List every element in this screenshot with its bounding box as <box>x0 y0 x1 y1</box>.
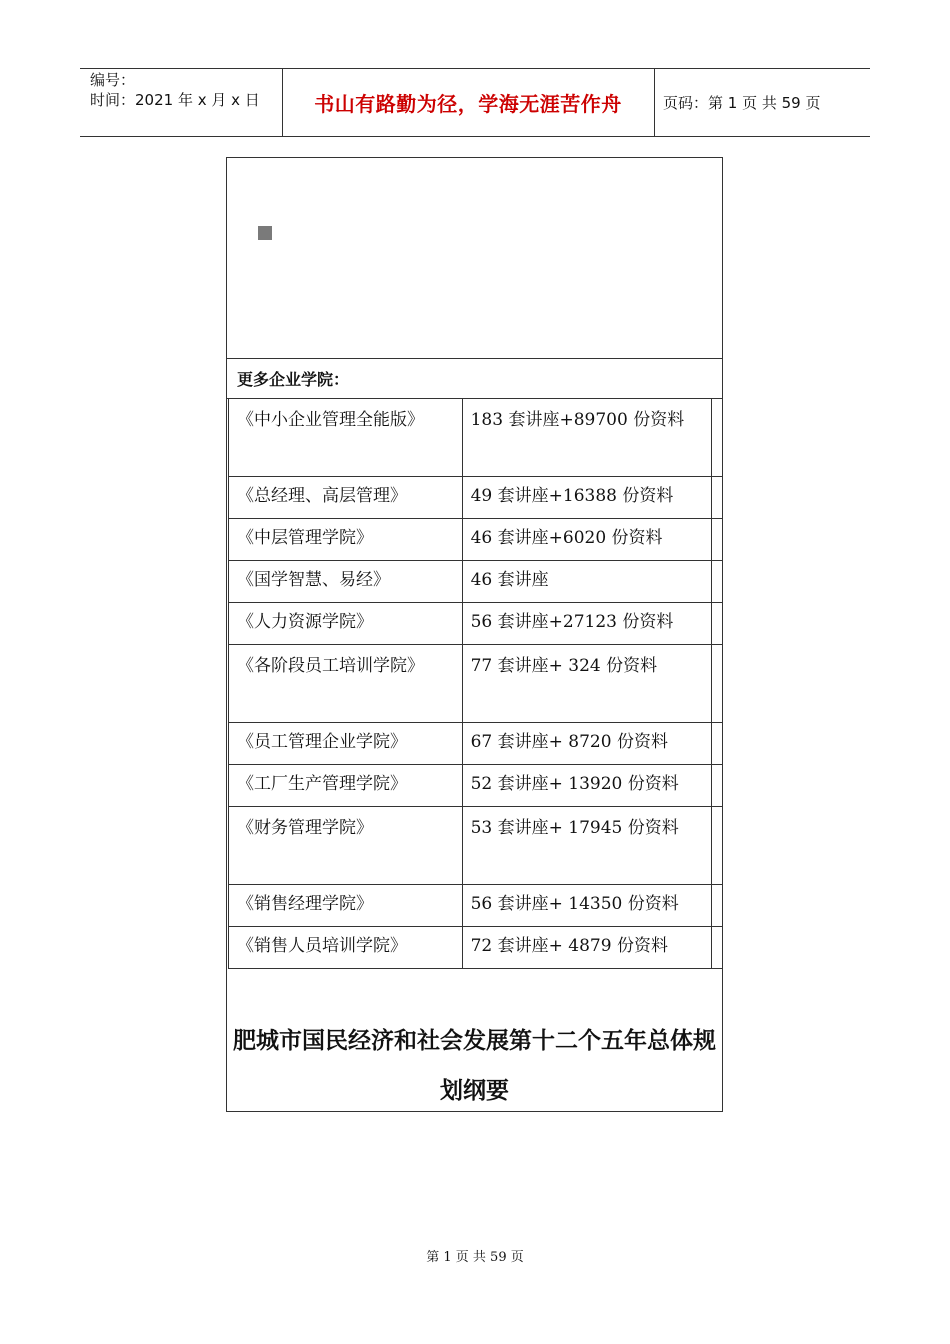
page-info: 页码：第 1 页 共 59 页 <box>663 94 821 112</box>
course-name: 《国学智慧、易经》 <box>229 561 463 603</box>
table-row <box>229 399 723 477</box>
empty-cell <box>711 519 722 561</box>
course-info: 46 套讲座+6020 份资料 <box>462 519 711 561</box>
empty-cell <box>711 645 722 723</box>
course-info: 72 套讲座+ 4879 份资料 <box>462 927 711 969</box>
course-info: 53 套讲座+ 17945 份资料 <box>462 807 711 885</box>
more-label: 更多企业学院： <box>237 370 350 389</box>
header-divider <box>654 68 655 136</box>
course-name: 《中小企业管理全能版》 <box>229 399 463 477</box>
course-name: 《财务管理学院》 <box>229 807 463 885</box>
course-info: 52 套讲座+ 13920 份资料 <box>462 765 711 807</box>
course-table <box>228 398 723 969</box>
course-name: 《员工管理企业学院》 <box>229 723 463 765</box>
header-top-rule <box>80 68 870 69</box>
course-name: 《销售人员培训学院》 <box>229 927 463 969</box>
motto: 书山有路勤为径，学海无涯苦作舟 <box>314 92 622 116</box>
header-bottom-rule <box>80 136 870 137</box>
empty-cell <box>711 885 722 927</box>
course-info: 77 套讲座+ 324 份资料 <box>462 645 711 723</box>
document-title: 肥城市国民经济和社会发展第十二个五年总体规划纲要 <box>233 1028 716 1104</box>
table-row <box>229 927 723 969</box>
empty-cell <box>711 477 722 519</box>
table-row <box>229 645 723 723</box>
empty-cell <box>711 927 722 969</box>
square-bullet-icon <box>258 226 272 240</box>
course-name: 《总经理、高层管理》 <box>229 477 463 519</box>
code-label: 编号： <box>90 71 136 89</box>
more-header-row <box>227 358 722 399</box>
table-row <box>229 477 723 519</box>
table-row <box>229 807 723 885</box>
course-info: 56 套讲座+ 14350 份资料 <box>462 885 711 927</box>
header-meta <box>90 70 260 110</box>
course-name: 《工厂生产管理学院》 <box>229 765 463 807</box>
empty-cell <box>711 723 722 765</box>
empty-cell <box>711 399 722 477</box>
course-name: 《销售经理学院》 <box>229 885 463 927</box>
table-row <box>229 603 723 645</box>
empty-cell <box>711 603 722 645</box>
course-info: 67 套讲座+ 8720 份资料 <box>462 723 711 765</box>
empty-cell <box>711 807 722 885</box>
empty-cell <box>711 561 722 603</box>
course-info: 49 套讲座+16388 份资料 <box>462 477 711 519</box>
table-row <box>229 765 723 807</box>
table-row <box>229 561 723 603</box>
table-row <box>229 885 723 927</box>
course-info: 46 套讲座 <box>462 561 711 603</box>
course-info: 56 套讲座+27123 份资料 <box>462 603 711 645</box>
course-info: 183 套讲座+89700 份资料 <box>462 399 711 477</box>
empty-cell <box>711 765 722 807</box>
course-name: 《各阶段员工培训学院》 <box>229 645 463 723</box>
table-row <box>229 519 723 561</box>
page-footer: 第 1 页 共 59 页 <box>426 1250 524 1265</box>
table-row <box>229 723 723 765</box>
course-name: 《中层管理学院》 <box>229 519 463 561</box>
time-label: 时间：2021 年 x 月 x 日 <box>90 91 260 109</box>
course-name: 《人力资源学院》 <box>229 603 463 645</box>
